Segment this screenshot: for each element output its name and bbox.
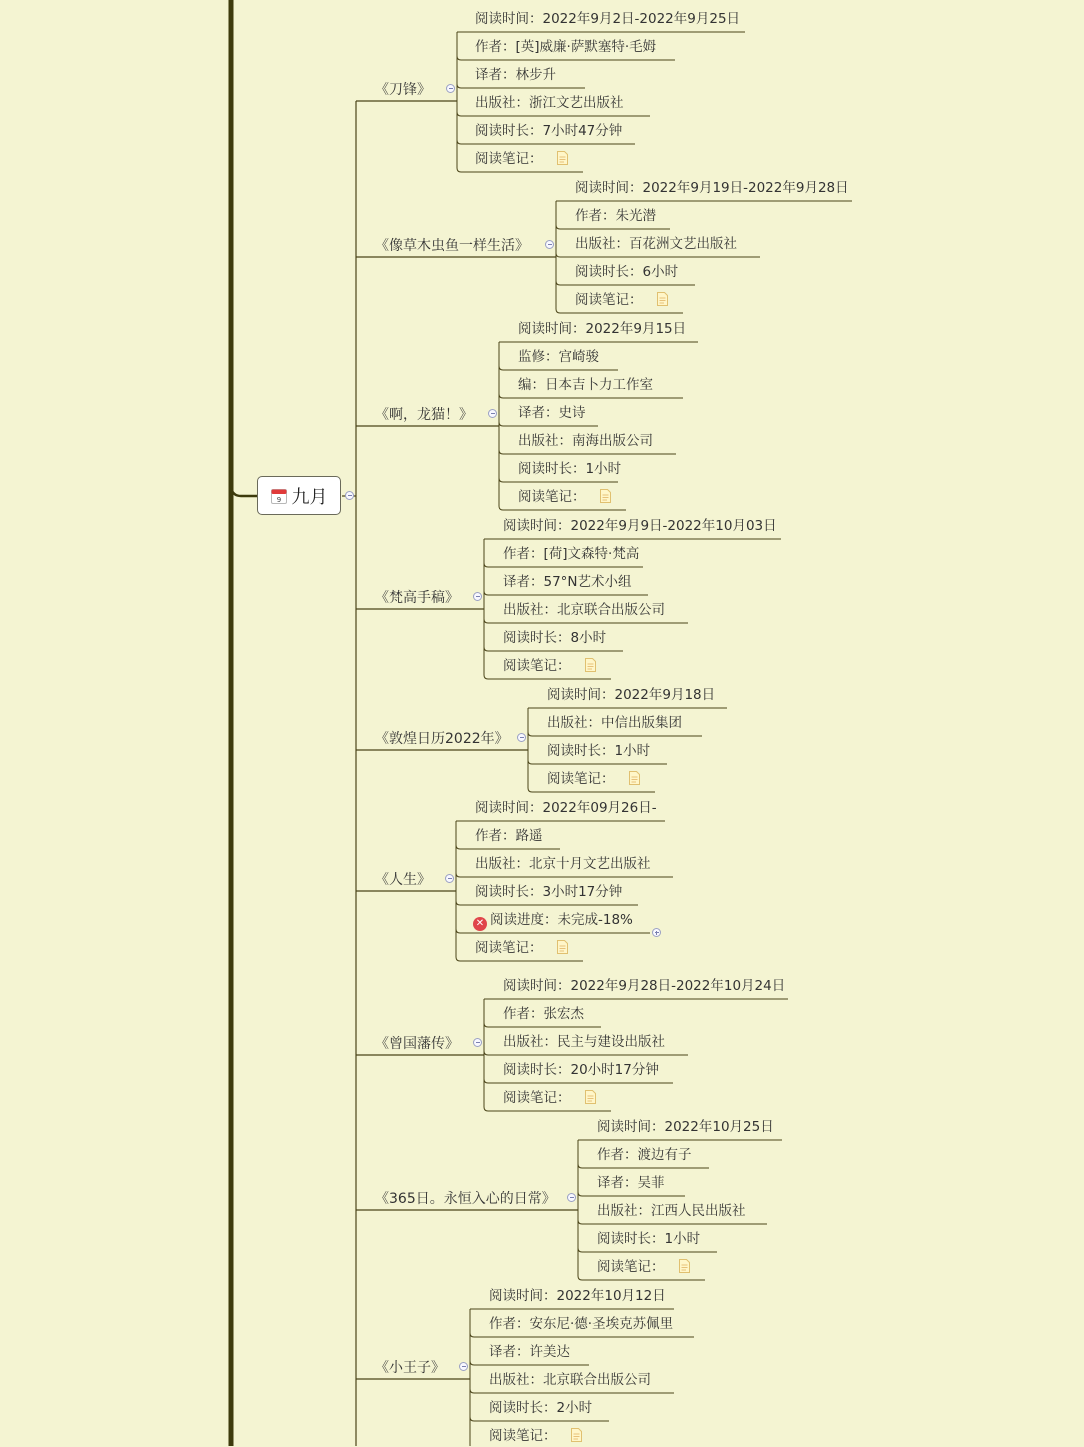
detail-item[interactable]	[475, 122, 622, 140]
detail-text: 阅读笔记：	[547, 771, 615, 787]
detail-item[interactable]	[575, 263, 678, 281]
root-topic-september[interactable]	[257, 476, 341, 515]
detail-underline	[484, 563, 643, 567]
detail-text: 出版社：北京十月文艺出版社	[475, 856, 651, 872]
detail-text: 阅读时间：2022年09月26日-	[475, 800, 657, 816]
expand-toggle-icon[interactable]	[652, 928, 661, 937]
collapse-toggle-icon[interactable]	[446, 84, 455, 93]
detail-underline	[470, 1389, 674, 1393]
collapse-toggle-icon[interactable]	[517, 733, 526, 742]
detail-underline	[578, 1276, 705, 1280]
book-title[interactable]: 《敦煌日历2022年》	[375, 731, 509, 747]
detail-text: 阅读时长：1小时	[518, 461, 622, 477]
detail-underline	[528, 760, 667, 764]
collapse-toggle-icon[interactable]	[445, 874, 454, 883]
detail-item[interactable]	[489, 1399, 592, 1417]
detail-text: 出版社：浙江文艺出版社	[475, 95, 624, 111]
detail-item[interactable]	[503, 977, 785, 995]
detail-item[interactable]	[503, 601, 665, 619]
detail-text: 阅读时长：20小时17分钟	[503, 1062, 659, 1078]
detail-item[interactable]	[489, 1315, 673, 1333]
detail-text: 出版社：北京联合出版公司	[489, 1372, 651, 1388]
detail-text: 监修：宫崎骏	[518, 349, 599, 365]
detail-item[interactable]	[575, 179, 849, 197]
detail-underline	[499, 450, 676, 454]
detail-item[interactable]	[547, 770, 640, 788]
detail-text: 阅读时长：8小时	[503, 630, 607, 646]
detail-item[interactable]	[575, 291, 668, 309]
collapse-toggle-icon[interactable]	[345, 491, 354, 500]
collapse-toggle-icon[interactable]	[473, 1038, 482, 1047]
detail-item[interactable]	[503, 657, 596, 675]
note-icon[interactable]	[600, 489, 611, 503]
note-icon[interactable]	[679, 1259, 690, 1273]
detail-item[interactable]	[475, 10, 740, 28]
detail-underline	[578, 1248, 717, 1252]
detail-item[interactable]	[503, 1089, 596, 1107]
detail-text: 出版社：江西人民出版社	[597, 1203, 746, 1219]
detail-text: 阅读时长：1小时	[597, 1231, 701, 1247]
detail-text: 阅读时长：1小时	[547, 743, 651, 759]
detail-text: 作者：[英]威廉·萨默塞特·毛姆	[475, 39, 657, 55]
detail-underline	[456, 901, 638, 905]
detail-text: 译者：林步升	[475, 67, 556, 83]
collapse-toggle-icon[interactable]	[567, 1193, 576, 1202]
note-icon[interactable]	[629, 771, 640, 785]
detail-text: 译者：史诗	[518, 405, 586, 421]
detail-item[interactable]	[518, 348, 599, 366]
detail-text: 阅读时长：7小时47分钟	[475, 123, 623, 139]
detail-underline	[484, 591, 648, 595]
detail-underline	[499, 478, 618, 482]
detail-underline	[470, 1417, 609, 1421]
detail-item[interactable]	[547, 742, 650, 760]
detail-underline	[470, 1361, 589, 1365]
collapse-toggle-icon[interactable]	[545, 240, 554, 249]
detail-item[interactable]	[473, 911, 633, 931]
detail-text: 阅读时间：2022年9月15日	[518, 321, 687, 337]
detail-text: 阅读时间：2022年9月28日-2022年10月24日	[503, 978, 786, 994]
detail-text: 译者：吴菲	[597, 1175, 665, 1191]
detail-text: 阅读进度：未完成-18%	[490, 912, 633, 928]
detail-underline	[457, 56, 675, 60]
detail-item[interactable]	[518, 488, 611, 506]
detail-text: 出版社：南海出版公司	[518, 433, 653, 449]
detail-item[interactable]	[597, 1258, 690, 1276]
detail-text: 编：日本吉卜力工作室	[518, 377, 653, 393]
detail-underline	[556, 309, 683, 313]
detail-item[interactable]	[475, 799, 657, 817]
detail-underline	[499, 394, 683, 398]
detail-underline	[484, 1051, 688, 1055]
detail-item[interactable]	[518, 460, 621, 478]
detail-text: 阅读时间：2022年9月2日-2022年9月25日	[475, 11, 741, 27]
detail-underline	[484, 619, 688, 623]
detail-item[interactable]	[475, 150, 568, 168]
detail-item[interactable]	[475, 827, 543, 845]
detail-text: 阅读时间：2022年9月19日-2022年9月28日	[575, 180, 849, 196]
detail-item[interactable]	[475, 66, 556, 84]
detail-underline	[470, 1333, 694, 1337]
detail-item[interactable]	[503, 1033, 665, 1051]
detail-text: 阅读时长：3小时17分钟	[475, 884, 623, 900]
note-icon[interactable]	[585, 658, 596, 672]
detail-item[interactable]	[489, 1371, 651, 1389]
note-icon[interactable]	[557, 940, 568, 954]
detail-item[interactable]	[503, 573, 632, 591]
detail-underline	[484, 647, 623, 651]
detail-underline	[457, 140, 635, 144]
detail-text: 出版社：百花洲文艺出版社	[575, 236, 737, 252]
detail-text: 作者：朱光潜	[575, 208, 656, 224]
detail-underline	[556, 253, 760, 257]
detail-underline	[578, 1164, 709, 1168]
detail-underline	[457, 168, 583, 172]
detail-text: 阅读笔记：	[475, 151, 543, 167]
book-title[interactable]: 《365日。永恒入心的日常》	[375, 1191, 556, 1207]
detail-text: 阅读笔记：	[597, 1259, 665, 1275]
note-icon[interactable]	[571, 1428, 582, 1442]
detail-item[interactable]	[503, 1061, 659, 1079]
detail-text: 出版社：民主与建设出版社	[503, 1034, 665, 1050]
root-topic-label: 九月	[291, 486, 328, 508]
detail-text: 阅读时间：2022年9月9日-2022年10月03日	[503, 518, 777, 534]
detail-item[interactable]	[503, 629, 606, 647]
detail-underline	[456, 845, 560, 849]
detail-text: 出版社：北京联合出版公司	[503, 602, 665, 618]
detail-item[interactable]	[475, 855, 651, 873]
detail-text: 阅读笔记：	[575, 292, 643, 308]
detail-text: 阅读时间：2022年10月12日	[489, 1288, 666, 1304]
book-title[interactable]: 《梵高手稿》	[375, 590, 459, 606]
detail-text: 作者：[荷]文森特·梵高	[503, 546, 640, 562]
detail-underline	[456, 873, 673, 877]
detail-underline	[556, 225, 670, 229]
detail-text: 阅读时长：6小时	[575, 264, 679, 280]
detail-text: 阅读笔记：	[475, 940, 543, 956]
detail-item[interactable]	[597, 1202, 746, 1220]
detail-item[interactable]	[475, 38, 656, 56]
detail-item[interactable]	[597, 1174, 665, 1192]
detail-underline	[484, 1079, 673, 1083]
detail-text: 阅读笔记：	[503, 1090, 571, 1106]
book-title[interactable]: 《啊，龙猫！》	[375, 407, 473, 423]
detail-text: 阅读时长：2小时	[489, 1400, 593, 1416]
svg-text:9: 9	[276, 495, 281, 504]
detail-item[interactable]	[547, 714, 682, 732]
detail-text: 作者：路遥	[475, 828, 543, 844]
detail-item[interactable]	[475, 883, 622, 901]
detail-item[interactable]	[575, 235, 737, 253]
detail-underline	[484, 1107, 611, 1111]
detail-text: 译者：57°N艺术小组	[503, 574, 632, 590]
detail-underline	[456, 957, 583, 961]
detail-text: 作者：安东尼·德·圣埃克苏佩里	[489, 1316, 674, 1332]
detail-underline	[457, 112, 650, 116]
detail-item[interactable]	[489, 1427, 582, 1445]
collapse-toggle-icon[interactable]	[459, 1362, 468, 1371]
detail-text: 作者：张宏杰	[503, 1006, 584, 1022]
detail-underline	[528, 788, 655, 792]
collapse-toggle-icon[interactable]	[473, 592, 482, 601]
detail-item[interactable]	[489, 1287, 666, 1305]
book-title[interactable]: 《像草木虫鱼一样生活》	[375, 238, 529, 254]
detail-text: 作者：渡边有子	[597, 1147, 692, 1163]
detail-underline	[484, 1023, 601, 1027]
detail-text: 阅读笔记：	[489, 1428, 557, 1444]
detail-item[interactable]	[597, 1230, 700, 1248]
detail-item[interactable]	[503, 545, 639, 563]
detail-underline	[457, 84, 585, 88]
detail-item[interactable]	[597, 1118, 774, 1136]
detail-text: 阅读时间：2022年10月25日	[597, 1119, 774, 1135]
note-icon[interactable]	[585, 1090, 596, 1104]
detail-underline	[499, 422, 598, 426]
book-title[interactable]: 《刀锋》	[375, 82, 431, 98]
book-title[interactable]: 《人生》	[375, 872, 431, 888]
book-title[interactable]: 《曾国藩传》	[375, 1036, 459, 1052]
detail-underline	[484, 675, 611, 679]
detail-underline	[578, 1192, 685, 1196]
detail-item[interactable]	[518, 376, 653, 394]
detail-item[interactable]	[575, 207, 656, 225]
detail-underline	[578, 1220, 767, 1224]
detail-text: 译者：许美达	[489, 1344, 570, 1360]
detail-text: 阅读时间：2022年9月18日	[547, 687, 716, 703]
detail-text: 阅读笔记：	[503, 658, 571, 674]
detail-text: 出版社：中信出版集团	[547, 715, 682, 731]
collapse-toggle-icon[interactable]	[488, 409, 497, 418]
incomplete-error-icon: ✕	[473, 917, 487, 931]
detail-underline	[499, 506, 626, 510]
detail-item[interactable]	[503, 1005, 584, 1023]
detail-underline	[528, 732, 702, 736]
detail-item[interactable]	[475, 94, 624, 112]
detail-item[interactable]	[518, 320, 686, 338]
detail-item[interactable]	[489, 1343, 570, 1361]
detail-underline	[556, 281, 695, 285]
detail-item[interactable]	[503, 517, 777, 535]
root-connector-line	[231, 488, 257, 496]
calendar-icon	[271, 488, 287, 504]
detail-item[interactable]	[518, 432, 653, 450]
book-title[interactable]: 《小王子》	[375, 1360, 445, 1376]
note-icon[interactable]	[557, 151, 568, 165]
detail-underline	[499, 366, 618, 370]
detail-item[interactable]	[518, 404, 586, 422]
detail-text: 阅读笔记：	[518, 489, 586, 505]
detail-item[interactable]	[475, 939, 568, 957]
note-icon[interactable]	[657, 292, 668, 306]
detail-item[interactable]	[597, 1146, 692, 1164]
detail-item[interactable]	[547, 686, 715, 704]
